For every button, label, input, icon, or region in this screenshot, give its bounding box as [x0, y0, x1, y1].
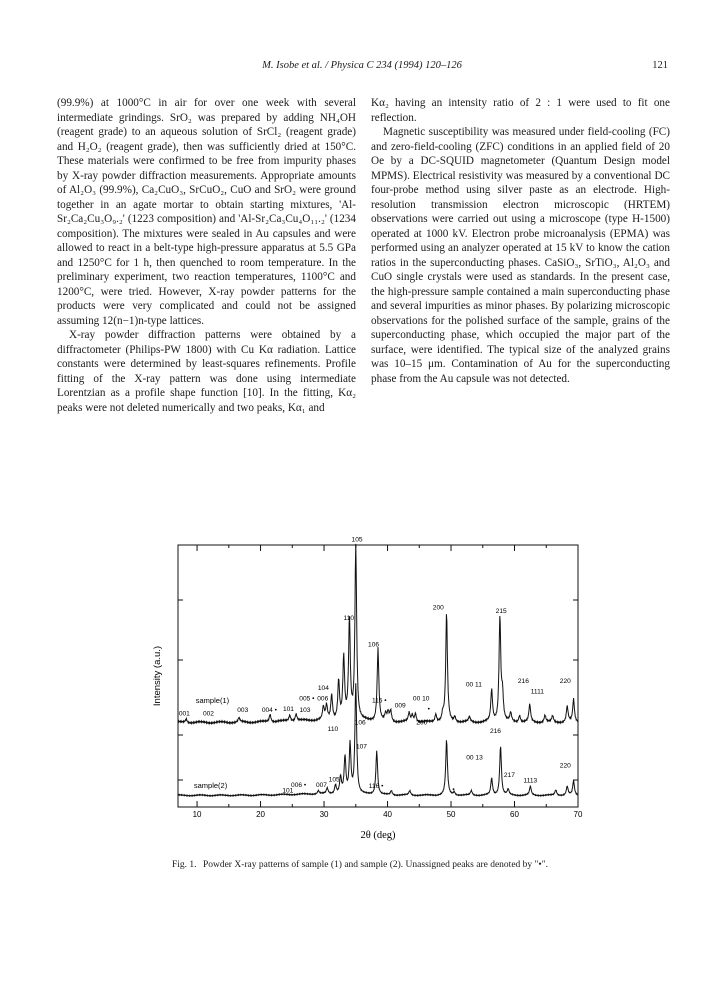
x-tick-label: 60: [510, 810, 519, 819]
series-label: sample(2): [193, 781, 228, 790]
peak-label: 220: [559, 678, 571, 685]
peak-label: 009: [394, 702, 406, 710]
peak-label: 00 11: [465, 681, 482, 689]
left-column: [57, 96, 356, 415]
x-tick-label: 70: [573, 810, 583, 819]
peak-label: •: [427, 706, 430, 713]
peak-label: 101: [282, 787, 294, 795]
peak-label: 1111: [530, 688, 544, 696]
peak-label: 105: [351, 536, 363, 544]
peak-label: 215: [495, 608, 507, 615]
x-tick-label: 50: [446, 810, 456, 819]
peak-label: 104: [317, 685, 329, 692]
peak-label: 200: [432, 604, 444, 612]
x-tick-label: 40: [383, 810, 392, 819]
xrd-chart: [150, 536, 583, 841]
peak-label: 115 •: [371, 697, 387, 705]
peak-label: 107: [355, 743, 367, 751]
right-column: [371, 96, 670, 386]
paragraph: Magnetic susceptibility was measured under field-cooling (FC) and zero-field-cooling (ZFC) conditions in an applied field of 20 Oe by a DC-SQUID magnetometer (Quantum Design model MPMS). Electrical resistivity was measured by a conventional DC four-probe method using silver paste as an electrode. High-resolution transmission electron microscopic (HRTEM) observations were carried out using a microscope (type H-1500) operated at 1000 kV. Electron probe microanalysis (EPMA) was performed using an analyzer operated at 15 kV to know the cation ratios in the superconducting phases. CaSiO₃, SrTiO₃, Al₂O₃ and CuO single crystals were used as standards. In the present case, the high-pressure sample contained a main superconducting phase and several impurities as minor phases. By polarizing microscopic observations for the polished surface of the sample, grains of the superconducting phase, which occupied the major part of the surface, were identified. The typical size of the analyzed grains was 10–15 μm. Contamination of Au for the superconducting phase from the Au capsule was not detected.: [371, 126, 670, 385]
peak-label: 106: [368, 641, 380, 649]
peak-label: 216: [489, 728, 501, 736]
caption-text: Powder X-ray patterns of sample (1) and sample (2). Unassigned peaks are denoted by "•".: [202, 860, 548, 870]
running-title: M. Isobe et al. / Physica C 234 (1994) 120–126: [262, 60, 462, 71]
peak-label: 006: [317, 695, 329, 703]
x-tick-label: 30: [319, 810, 329, 819]
figure-caption: [0, 860, 720, 870]
paragraph: Kα₂ having an intensity ratio of 2 : 1 were used to fit one reflection.: [371, 97, 670, 124]
peak-label: 006 •: [291, 782, 307, 790]
paragraph: X-ray powder diffraction patterns were obtained by a diffractometer (Philips-PW 1800) with Cu Kα radiation. Lattice constants were determined by least-squares refinements. Profile fitting of the X-ray pattern was done using intermediate Lorentzian as a profile shape function [10]. In the fitting, Kα₂ peaks were not deleted numerically and two peaks, Kα₁ and: [57, 329, 356, 414]
peak-label: 007: [315, 782, 327, 790]
peak-label: 00 13: [466, 754, 483, 762]
peak-label: 002: [202, 710, 214, 718]
x-tick-label: 10: [192, 810, 202, 819]
peak-label: 005 •: [299, 695, 315, 703]
peak-label: 116 •: [368, 783, 384, 791]
peak-label: 200: [416, 719, 428, 727]
caption-label: Fig. 1.: [172, 860, 197, 870]
peak-label: 103: [299, 706, 311, 714]
x-tick-label: 20: [256, 810, 265, 819]
x-axis-label: 2θ (deg): [360, 830, 396, 841]
peak-label: 106: [354, 719, 366, 727]
peak-label: 001: [178, 710, 190, 718]
peak-label: 003: [237, 706, 249, 714]
peak-label: •: [452, 786, 455, 794]
peak-label: 220: [559, 762, 571, 770]
page-number: 121: [652, 60, 668, 71]
peak-label: 105: [328, 776, 340, 784]
paragraph: (99.9%) at 1000°C in air for over one week with several intermediate grindings. SrO₂ was prepared by adding NH₄OH (reagent grade) to an aqueous solution of SrCl₂ (reagent grade) and H₂O₂ (reagent grade), then was sufficiently dried at 150°C. These materials were confirmed to be free from impurity phases by X-ray powder diffraction measurements. Appropriate amounts of Al₂O₃ (99.9%), Ca₂CuO₃, SrCuO₂, CuO and SrO₂ were ground together in an agate mortar to obtain starting mixtures, 'Al-Sr₂Ca₂Cu₃O₉.₂' (1223 composition) and 'Al-Sr₂Ca₃Cu₄O₁₁.₂' (1234 composition). The mixtures were sealed in Au capsules and were allowed to react in a belt-type high-pressure apparatus at 5.5 GPa and 1250°C for 1 h, then quenched to room temperature. In the preliminary experiment, two reaction temperatures, 1100°C and 1200°C, were tried. However, X-ray powder patterns for the products were very complicated and could not be assigned assuming 12(n−1)n-type lattices.: [57, 97, 356, 327]
peak-label: 110: [327, 726, 339, 733]
peak-label: 216: [517, 678, 529, 685]
peak-label: 101: [282, 706, 294, 713]
peak-label: 217: [503, 772, 515, 780]
peak-label: 004 •: [261, 706, 278, 714]
y-axis-label: Intensity (a.u.): [152, 645, 163, 707]
series-label: sample(1): [195, 696, 230, 705]
peak-label: 1113: [523, 777, 538, 785]
peak-label: 00 10: [412, 695, 430, 703]
page-header: [56, 60, 668, 76]
peak-label: 110: [343, 615, 355, 622]
xrd-figure: [150, 536, 583, 841]
